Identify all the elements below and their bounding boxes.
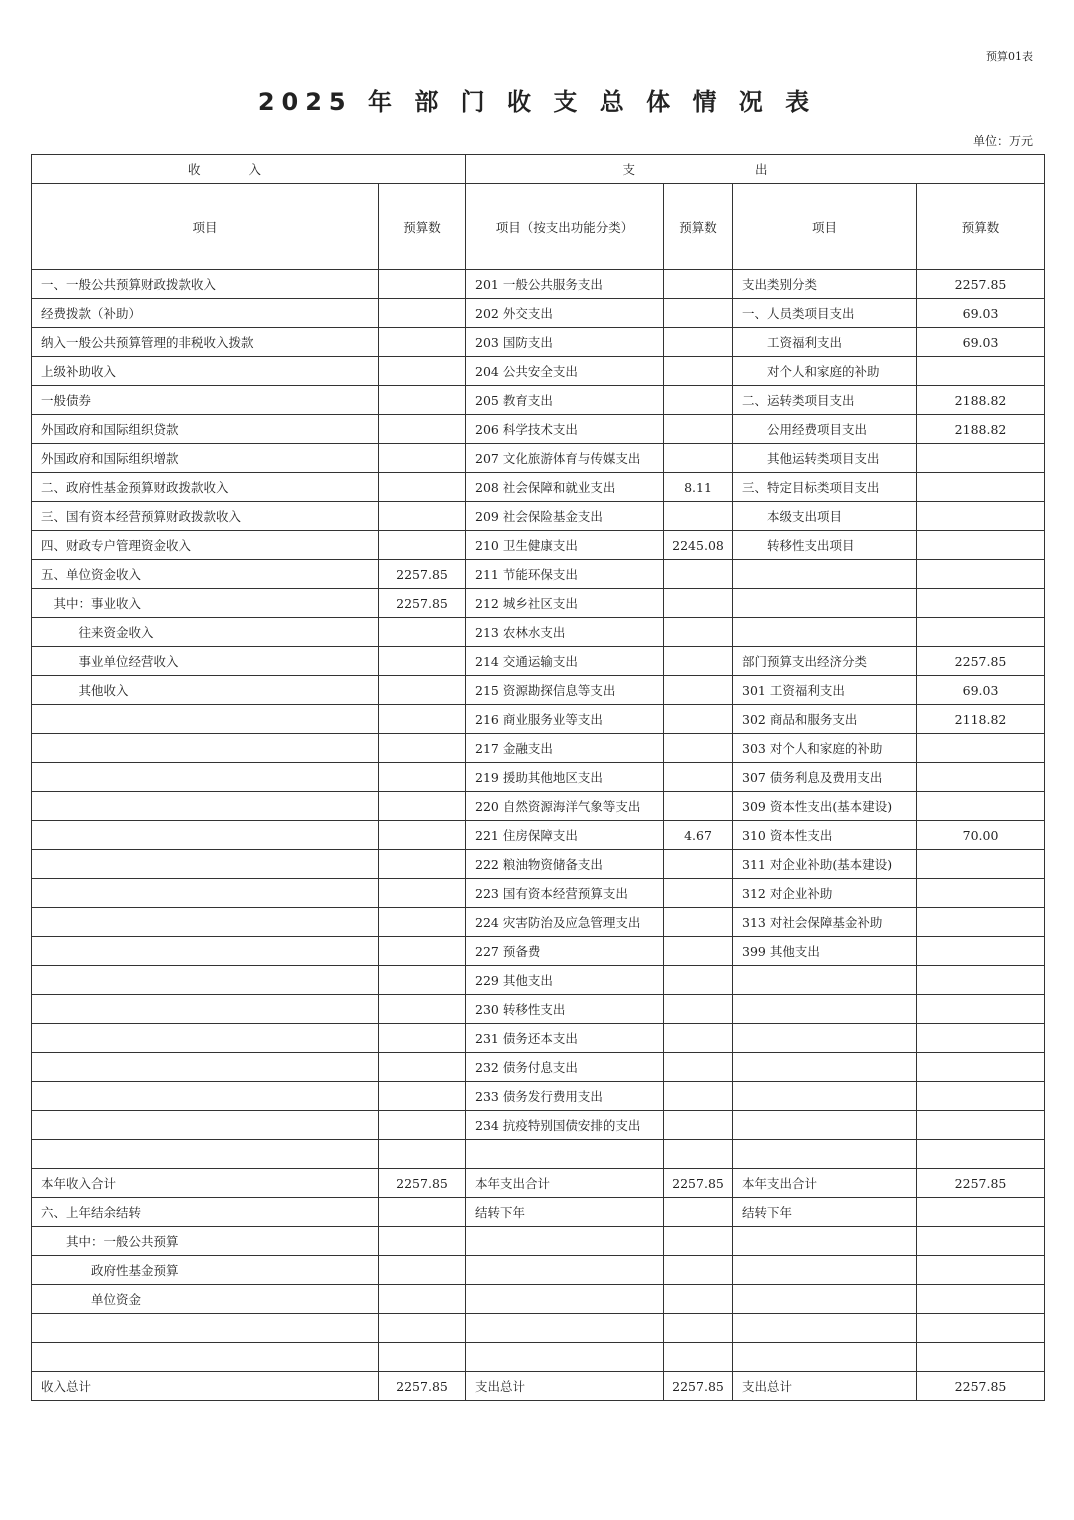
table-row (32, 1140, 1045, 1169)
cell-func-item (466, 1140, 664, 1169)
cell-income-budget (379, 531, 466, 560)
cell-func-item (466, 1343, 664, 1372)
cell-econ-item: 310 资本性支出 (733, 821, 917, 850)
cell-func-budget (664, 1140, 733, 1169)
cell-econ-item: 312 对企业补助 (733, 879, 917, 908)
table-row (32, 589, 1045, 618)
table-row (32, 705, 1045, 734)
cell-func-budget (664, 1024, 733, 1053)
table-row (32, 618, 1045, 647)
cell-income-budget (379, 270, 466, 299)
cell-func-item: 213 农林水支出 (466, 618, 664, 647)
table-row (32, 415, 1045, 444)
cell-income-budget (379, 879, 466, 908)
cell-income-item (32, 937, 379, 966)
cell-income-budget (379, 1198, 466, 1227)
cell-econ-budget: 2257.85 (917, 1169, 1045, 1198)
expense-header: 支出 (466, 155, 1045, 184)
cell-econ-item: 支出类别分类 (733, 270, 917, 299)
cell-func-budget (664, 763, 733, 792)
cell-func-item: 215 资源勘探信息等支出 (466, 676, 664, 705)
cell-income-item (32, 792, 379, 821)
cell-func-item (466, 1256, 664, 1285)
cell-econ-budget (917, 1082, 1045, 1111)
cell-income-budget (379, 328, 466, 357)
cell-income-budget (379, 1343, 466, 1372)
cell-func-budget (664, 1314, 733, 1343)
cell-func-item: 212 城乡社区支出 (466, 589, 664, 618)
table-row (32, 1169, 1045, 1198)
table-row (32, 734, 1045, 763)
cell-func-budget: 4.67 (664, 821, 733, 850)
cell-econ-item: 对个人和家庭的补助 (733, 357, 917, 386)
cell-econ-budget: 2188.82 (917, 386, 1045, 415)
cell-func-budget (664, 1111, 733, 1140)
cell-econ-item: 307 债务利息及费用支出 (733, 763, 917, 792)
cell-func-item: 222 粮油物资储备支出 (466, 850, 664, 879)
table-row (32, 328, 1045, 357)
cell-income-item (32, 705, 379, 734)
cell-income-item (32, 821, 379, 850)
cell-econ-item: 公用经费项目支出 (733, 415, 917, 444)
table-row (32, 473, 1045, 502)
table-row (32, 879, 1045, 908)
cell-income-item (32, 1343, 379, 1372)
cell-income-item: 六、上年结余结转 (32, 1198, 379, 1227)
cell-econ-budget: 2257.85 (917, 270, 1045, 299)
cell-econ-item (733, 1024, 917, 1053)
cell-econ-item: 本级支出项目 (733, 502, 917, 531)
cell-income-item (32, 1082, 379, 1111)
cell-econ-item: 301 工资福利支出 (733, 676, 917, 705)
cell-econ-budget (917, 1314, 1045, 1343)
table-row (32, 1082, 1045, 1111)
cell-func-budget: 8.11 (664, 473, 733, 502)
cell-func-item: 支出总计 (466, 1372, 664, 1401)
cell-func-item: 本年支出合计 (466, 1169, 664, 1198)
cell-func-item: 214 交通运输支出 (466, 647, 664, 676)
cell-func-item: 219 援助其他地区支出 (466, 763, 664, 792)
cell-func-budget: 2257.85 (664, 1169, 733, 1198)
cell-econ-budget (917, 734, 1045, 763)
table-row (32, 560, 1045, 589)
cell-econ-budget (917, 531, 1045, 560)
cell-income-budget (379, 444, 466, 473)
table-row (32, 821, 1045, 850)
cell-income-item: 经费拨款（补助） (32, 299, 379, 328)
col-header-econ-item: 项目 (733, 184, 917, 270)
cell-func-item: 227 预备费 (466, 937, 664, 966)
cell-income-budget (379, 995, 466, 1024)
cell-income-item: 二、政府性基金预算财政拨款收入 (32, 473, 379, 502)
cell-econ-budget (917, 444, 1045, 473)
cell-econ-budget: 69.03 (917, 299, 1045, 328)
cell-income-budget (379, 1082, 466, 1111)
cell-func-item: 221 住房保障支出 (466, 821, 664, 850)
cell-econ-item: 313 对社会保障基金补助 (733, 908, 917, 937)
cell-func-budget (664, 850, 733, 879)
cell-func-item: 232 债务付息支出 (466, 1053, 664, 1082)
cell-econ-budget (917, 1343, 1045, 1372)
cell-econ-item (733, 1314, 917, 1343)
cell-income-budget (379, 1024, 466, 1053)
cell-econ-item (733, 618, 917, 647)
cell-econ-budget (917, 1198, 1045, 1227)
cell-income-budget (379, 357, 466, 386)
table-row (32, 937, 1045, 966)
table-row (32, 1227, 1045, 1256)
cell-func-item: 233 债务发行费用支出 (466, 1082, 664, 1111)
cell-func-item: 205 教育支出 (466, 386, 664, 415)
cell-econ-budget: 69.03 (917, 328, 1045, 357)
cell-econ-item (733, 1082, 917, 1111)
cell-econ-budget: 70.00 (917, 821, 1045, 850)
cell-func-budget: 2245.08 (664, 531, 733, 560)
income-header: 收入 (32, 155, 466, 184)
cell-income-budget: 2257.85 (379, 1169, 466, 1198)
table-row (32, 444, 1045, 473)
table-row (32, 647, 1045, 676)
table-row (32, 299, 1045, 328)
cell-income-budget (379, 618, 466, 647)
cell-func-budget (664, 502, 733, 531)
table-row (32, 1198, 1045, 1227)
table-row (32, 1372, 1045, 1401)
cell-func-item: 结转下年 (466, 1198, 664, 1227)
cell-income-budget (379, 299, 466, 328)
cell-income-budget (379, 937, 466, 966)
cell-income-budget (379, 763, 466, 792)
cell-econ-item: 399 其他支出 (733, 937, 917, 966)
cell-income-item (32, 966, 379, 995)
cell-func-budget (664, 705, 733, 734)
table-row (32, 966, 1045, 995)
cell-econ-budget: 2257.85 (917, 1372, 1045, 1401)
cell-econ-item (733, 1256, 917, 1285)
table-row (32, 531, 1045, 560)
cell-income-item: 上级补助收入 (32, 357, 379, 386)
cell-func-budget (664, 676, 733, 705)
cell-econ-item: 结转下年 (733, 1198, 917, 1227)
cell-income-item (32, 1111, 379, 1140)
table-row (32, 676, 1045, 705)
cell-func-item: 217 金融支出 (466, 734, 664, 763)
cell-income-budget (379, 1053, 466, 1082)
cell-econ-item: 309 资本性支出(基本建设) (733, 792, 917, 821)
cell-func-budget (664, 995, 733, 1024)
table-row (32, 763, 1045, 792)
cell-income-item: 一、一般公共预算财政拨款收入 (32, 270, 379, 299)
cell-func-item: 204 公共安全支出 (466, 357, 664, 386)
cell-econ-item: 三、特定目标类项目支出 (733, 473, 917, 502)
cell-func-item: 208 社会保障和就业支出 (466, 473, 664, 502)
cell-func-budget (664, 908, 733, 937)
cell-income-budget: 2257.85 (379, 1372, 466, 1401)
cell-income-item: 单位资金 (32, 1285, 379, 1314)
cell-econ-budget (917, 937, 1045, 966)
cell-econ-item: 工资福利支出 (733, 328, 917, 357)
cell-income-item (32, 1024, 379, 1053)
cell-econ-budget: 2188.82 (917, 415, 1045, 444)
cell-econ-budget: 2257.85 (917, 647, 1045, 676)
cell-income-item (32, 763, 379, 792)
cell-income-budget (379, 908, 466, 937)
cell-func-budget (664, 589, 733, 618)
cell-econ-item: 其他运转类项目支出 (733, 444, 917, 473)
cell-econ-budget (917, 966, 1045, 995)
cell-income-item (32, 1314, 379, 1343)
col-header-func-item: 项目（按支出功能分类） (466, 184, 664, 270)
cell-income-item (32, 734, 379, 763)
col-header-econ-budget: 预算数 (917, 184, 1045, 270)
cell-income-budget (379, 1111, 466, 1140)
cell-econ-item (733, 1285, 917, 1314)
cell-econ-item: 本年支出合计 (733, 1169, 917, 1198)
cell-income-item: 收入总计 (32, 1372, 379, 1401)
table-row (32, 270, 1045, 299)
cell-income-budget (379, 415, 466, 444)
cell-income-item: 其他收入 (32, 676, 379, 705)
budget-table (31, 154, 1045, 1401)
cell-func-item: 216 商业服务业等支出 (466, 705, 664, 734)
cell-func-budget (664, 1256, 733, 1285)
cell-income-budget (379, 1256, 466, 1285)
cell-econ-item: 302 商品和服务支出 (733, 705, 917, 734)
cell-income-budget: 2257.85 (379, 560, 466, 589)
cell-income-item: 外国政府和国际组织贷款 (32, 415, 379, 444)
cell-econ-item (733, 1053, 917, 1082)
cell-func-budget (664, 1227, 733, 1256)
cell-func-budget (664, 415, 733, 444)
cell-func-item: 223 国有资本经营预算支出 (466, 879, 664, 908)
cell-econ-item: 303 对个人和家庭的补助 (733, 734, 917, 763)
cell-econ-item: 二、运转类项目支出 (733, 386, 917, 415)
cell-func-budget (664, 937, 733, 966)
cell-income-item: 本年收入合计 (32, 1169, 379, 1198)
cell-func-budget (664, 1285, 733, 1314)
form-number: 预算01表 (986, 50, 1033, 63)
cell-func-item: 211 节能环保支出 (466, 560, 664, 589)
cell-econ-item (733, 1343, 917, 1372)
cell-econ-budget (917, 618, 1045, 647)
cell-econ-budget (917, 1256, 1045, 1285)
cell-func-item: 231 债务还本支出 (466, 1024, 664, 1053)
cell-econ-budget (917, 850, 1045, 879)
cell-econ-budget (917, 763, 1045, 792)
cell-econ-budget (917, 560, 1045, 589)
cell-income-budget (379, 705, 466, 734)
cell-income-budget (379, 1140, 466, 1169)
cell-econ-item (733, 589, 917, 618)
cell-func-budget (664, 357, 733, 386)
cell-income-budget (379, 850, 466, 879)
cell-func-budget (664, 792, 733, 821)
cell-econ-item: 支出总计 (733, 1372, 917, 1401)
cell-econ-budget (917, 502, 1045, 531)
cell-func-budget: 2257.85 (664, 1372, 733, 1401)
header-row-columns (32, 184, 1045, 270)
table-row (32, 1285, 1045, 1314)
cell-func-item: 202 外交支出 (466, 299, 664, 328)
cell-income-budget (379, 647, 466, 676)
cell-income-item: 事业单位经营收入 (32, 647, 379, 676)
cell-econ-budget (917, 1111, 1045, 1140)
cell-func-budget (664, 647, 733, 676)
table-row (32, 995, 1045, 1024)
cell-income-item (32, 1053, 379, 1082)
cell-func-item: 234 抗疫特别国债安排的支出 (466, 1111, 664, 1140)
unit-label: 单位：万元 (972, 134, 1033, 148)
cell-income-budget (379, 966, 466, 995)
cell-func-budget (664, 1343, 733, 1372)
cell-func-budget (664, 386, 733, 415)
cell-income-budget (379, 821, 466, 850)
table-row (32, 502, 1045, 531)
cell-econ-budget (917, 1024, 1045, 1053)
cell-income-item (32, 1140, 379, 1169)
cell-econ-budget (917, 357, 1045, 386)
cell-func-budget (664, 444, 733, 473)
cell-econ-budget (917, 473, 1045, 502)
cell-income-item: 往来资金收入 (32, 618, 379, 647)
cell-econ-budget (917, 589, 1045, 618)
cell-income-budget (379, 676, 466, 705)
cell-func-budget (664, 270, 733, 299)
cell-func-item: 220 自然资源海洋气象等支出 (466, 792, 664, 821)
table-row (32, 1343, 1045, 1372)
cell-econ-item: 311 对企业补助(基本建设) (733, 850, 917, 879)
cell-econ-budget (917, 1140, 1045, 1169)
table-row (32, 1024, 1045, 1053)
cell-func-item: 229 其他支出 (466, 966, 664, 995)
table-row (32, 1256, 1045, 1285)
cell-econ-budget: 69.03 (917, 676, 1045, 705)
cell-econ-item (733, 966, 917, 995)
cell-income-item (32, 908, 379, 937)
cell-econ-budget (917, 879, 1045, 908)
table-row (32, 850, 1045, 879)
cell-income-item: 其中：一般公共预算 (32, 1227, 379, 1256)
cell-func-budget (664, 734, 733, 763)
cell-func-budget (664, 299, 733, 328)
cell-func-item (466, 1285, 664, 1314)
cell-econ-budget (917, 792, 1045, 821)
cell-econ-item: 转移性支出项目 (733, 531, 917, 560)
cell-func-item: 206 科学技术支出 (466, 415, 664, 444)
cell-func-item: 209 社会保险基金支出 (466, 502, 664, 531)
cell-income-budget (379, 502, 466, 531)
cell-func-budget (664, 1198, 733, 1227)
cell-income-item: 四、财政专户管理资金收入 (32, 531, 379, 560)
cell-func-budget (664, 966, 733, 995)
cell-func-budget (664, 328, 733, 357)
cell-econ-item: 一、人员类项目支出 (733, 299, 917, 328)
cell-income-item: 纳入一般公共预算管理的非税收入拨款 (32, 328, 379, 357)
cell-func-budget (664, 618, 733, 647)
cell-econ-item (733, 1227, 917, 1256)
cell-econ-budget (917, 1053, 1045, 1082)
cell-func-item: 224 灾害防治及应急管理支出 (466, 908, 664, 937)
cell-income-item: 外国政府和国际组织增款 (32, 444, 379, 473)
cell-income-budget (379, 1227, 466, 1256)
table-row (32, 357, 1045, 386)
table-row (32, 792, 1045, 821)
cell-func-item (466, 1227, 664, 1256)
cell-income-budget: 2257.85 (379, 589, 466, 618)
page-title: 2025 年 部 门 收 支 总 体 情 况 表 (257, 88, 817, 116)
cell-income-budget (379, 1314, 466, 1343)
cell-income-item (32, 850, 379, 879)
table-row (32, 386, 1045, 415)
cell-func-budget (664, 1082, 733, 1111)
cell-econ-item: 部门预算支出经济分类 (733, 647, 917, 676)
table-row (32, 1053, 1045, 1082)
cell-income-budget (379, 1285, 466, 1314)
cell-func-budget (664, 560, 733, 589)
cell-func-item: 230 转移性支出 (466, 995, 664, 1024)
cell-income-item: 三、国有资本经营预算财政拨款收入 (32, 502, 379, 531)
cell-econ-budget (917, 1285, 1045, 1314)
cell-func-item: 210 卫生健康支出 (466, 531, 664, 560)
cell-income-budget (379, 792, 466, 821)
cell-income-item: 其中：事业收入 (32, 589, 379, 618)
cell-econ-item (733, 560, 917, 589)
table-row (32, 908, 1045, 937)
col-header-income-budget: 预算数 (379, 184, 466, 270)
cell-econ-budget (917, 1227, 1045, 1256)
cell-func-item: 203 国防支出 (466, 328, 664, 357)
col-header-income-item: 项目 (32, 184, 379, 270)
cell-econ-budget: 2118.82 (917, 705, 1045, 734)
cell-income-budget (379, 473, 466, 502)
cell-income-item (32, 879, 379, 908)
cell-func-budget (664, 879, 733, 908)
cell-income-budget (379, 386, 466, 415)
cell-econ-item (733, 1111, 917, 1140)
header-row-groups (32, 155, 1045, 184)
cell-func-item: 201 一般公共服务支出 (466, 270, 664, 299)
cell-econ-item (733, 1140, 917, 1169)
cell-func-budget (664, 1053, 733, 1082)
cell-income-item (32, 995, 379, 1024)
cell-econ-budget (917, 995, 1045, 1024)
cell-econ-item (733, 995, 917, 1024)
cell-income-item: 一般债券 (32, 386, 379, 415)
cell-income-item: 五、单位资金收入 (32, 560, 379, 589)
cell-income-item: 政府性基金预算 (32, 1256, 379, 1285)
cell-income-budget (379, 734, 466, 763)
col-header-func-budget: 预算数 (664, 184, 733, 270)
cell-func-item: 207 文化旅游体育与传媒支出 (466, 444, 664, 473)
cell-econ-budget (917, 908, 1045, 937)
table-row (32, 1314, 1045, 1343)
table-row (32, 1111, 1045, 1140)
cell-func-item (466, 1314, 664, 1343)
